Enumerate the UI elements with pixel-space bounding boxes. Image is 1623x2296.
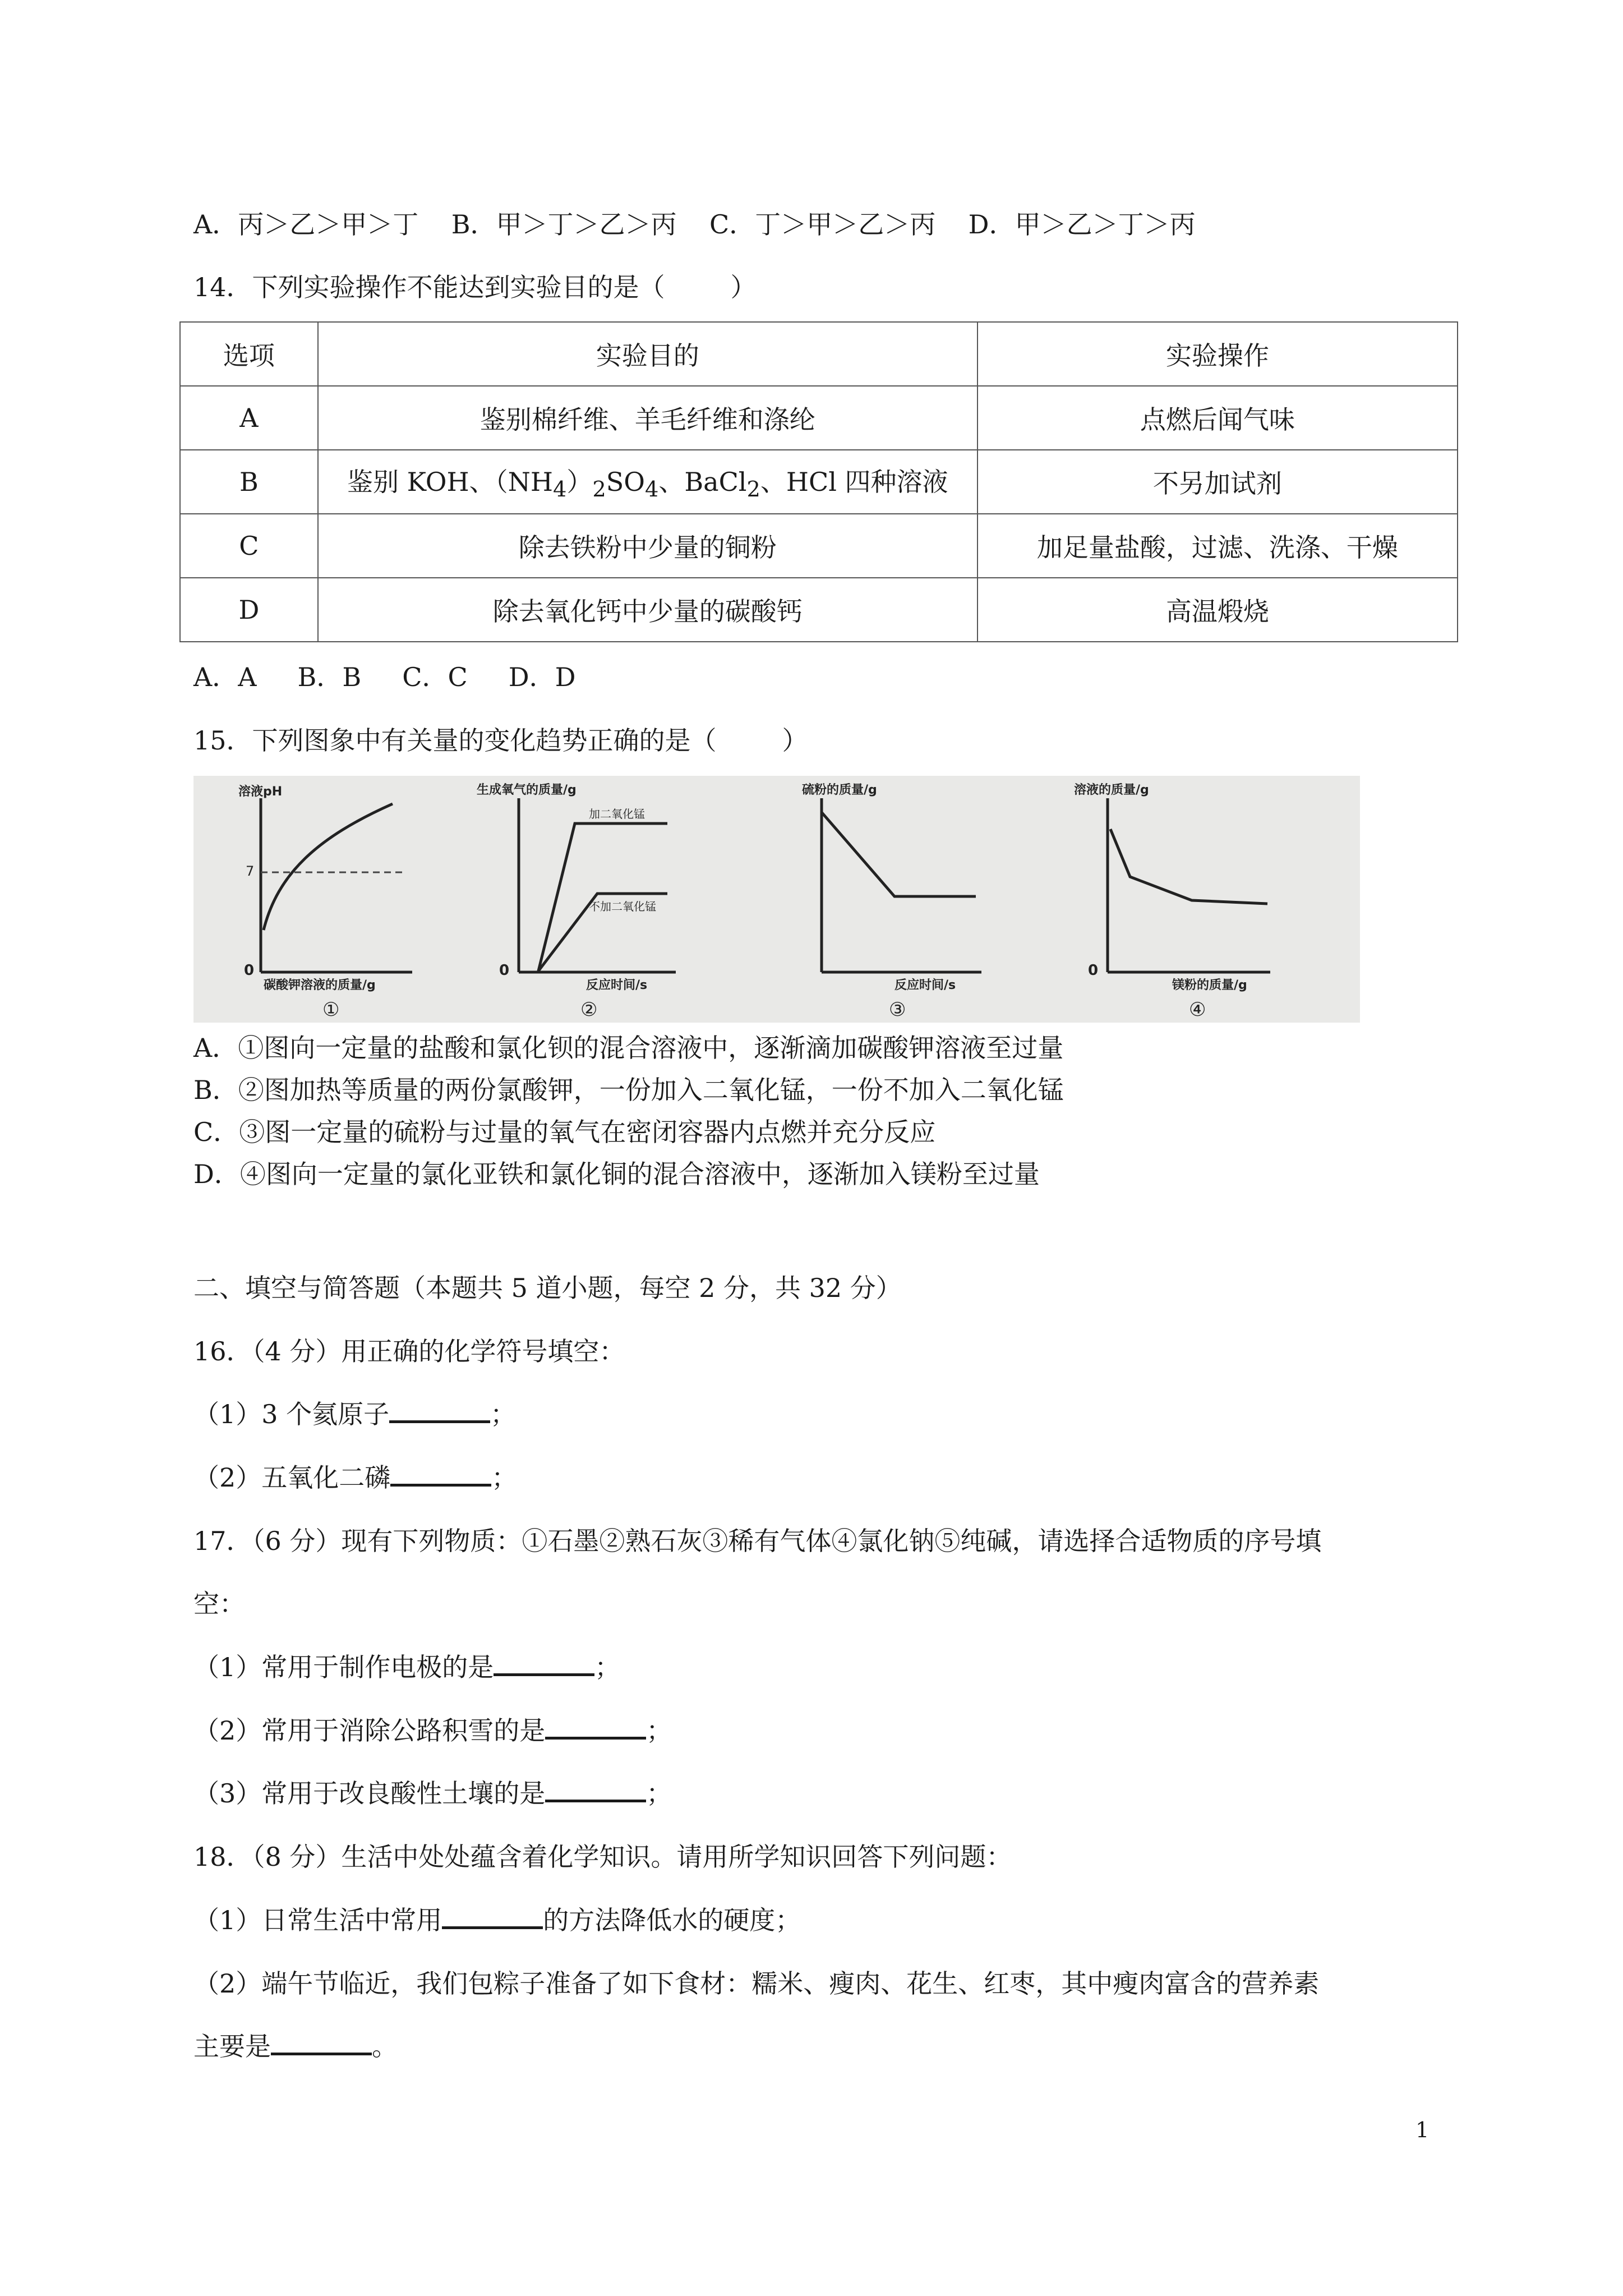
graph-2 [477,783,676,1021]
g4-xlabel: 镁粉的质量/g [1172,978,1247,992]
row-option: C [180,514,318,578]
answer-blank[interactable] [442,1904,543,1929]
q16-item-1: （1）3 个氦原子 ； [193,1399,517,1429]
graph-4 [1074,783,1270,1021]
g3-xlabel: 反应时间/s [895,978,956,992]
row-purpose: 除去铁粉中少量的铜粉 [318,514,978,578]
q16-stem: 16．（4 分）用正确的化学符号填空： [193,1336,625,1366]
q15-graphs-figure [193,776,1360,1023]
answer-blank[interactable] [271,2030,372,2055]
row-purpose: 鉴别棉纤维、羊毛纤维和涤纶 [318,386,978,450]
q18-item-2-line2: 主要是 。 [193,2031,398,2062]
table-row [180,578,1458,642]
g3-ylabel: 硫粉的质量/g [802,783,877,797]
g4-number: ④ [1189,999,1206,1021]
row-operation: 加足量盐酸，过滤、洗涤、干燥 [978,514,1458,578]
g1-xlabel: 碳酸钾溶液的质量/g [264,978,376,992]
page-number: 1 [1415,2118,1430,2142]
q13-options: A．丙＞乙＞甲＞丁 B．甲＞丁＞乙＞丙 C．丁＞甲＞乙＞丙 D．甲＞乙＞丁＞丙 [193,209,1196,240]
answer-blank[interactable] [545,1777,646,1802]
g4-zero: 0 [1088,962,1099,979]
g4-ylabel: 溶液的质量/g [1074,783,1149,797]
g1-number: ① [322,999,340,1021]
q18-stem: 18．（8 分）生活中处处蕴含着化学知识。请用所学知识回答下列问题： [193,1842,1012,1872]
q14-answers: A．A B．B C．C D．D [193,662,576,692]
row-purpose: 鉴别 KOH、$(NH_4)_2SO_4$、BaCl$_2$、HCl 四种溶液 [318,450,978,514]
q15-stem: 15．下列图象中有关量的变化趋势正确的是（ ） [193,725,808,756]
row-purpose: 除去氧化钙中少量的碳酸钙 [318,578,978,642]
g1-ylabel: 溶液pH [238,785,283,799]
g1-zero: 0 [244,962,255,979]
g3-number: ③ [889,999,906,1021]
header-operation: 实验操作 [978,322,1458,386]
table-row [180,386,1458,450]
table-row [180,450,1458,514]
graph-3 [802,783,981,1021]
g1-seven: 7 [246,863,255,879]
row-option: A [180,386,318,450]
table-row [180,514,1458,578]
row-option: D [180,578,318,642]
g2-curve1-label: 加二氧化锰 [589,807,645,821]
q15-option-a: A．①图向一定量的盐酸和氯化钡的混合溶液中，逐渐滴加碳酸钾溶液至过量 [193,1033,1064,1063]
row-option: B [180,450,318,514]
header-option: 选项 [180,322,318,386]
q15-option-d: D．④图向一定量的氯化亚铁和氯化铜的混合溶液中，逐渐加入镁粉至过量 [193,1159,1040,1189]
section2-title: 二、填空与简答题（本题共 5 道小题，每空 2 分，共 32 分） [193,1273,902,1303]
g2-xlabel: 反应时间/s [586,978,648,992]
g2-zero: 0 [499,962,510,979]
q14-table [179,321,1458,642]
answer-blank[interactable] [494,1651,594,1676]
header-purpose: 实验目的 [318,322,978,386]
q17-item-2: （2）常用于消除公路积雪的是 ； [193,1715,672,1746]
graph-1 [238,784,412,1021]
answer-blank[interactable] [389,1398,490,1423]
row-operation: 高温煅烧 [978,578,1458,642]
q15-option-b: B．②图加热等质量的两份氯酸钾，一份加入二氧化锰，一份不加入二氧化锰 [193,1075,1064,1105]
q17-stem-line2: 空： [193,1589,245,1619]
g2-curve2-label: 不加二氧化锰 [589,900,656,913]
q17-item-1: （1）常用于制作电极的是 ； [193,1652,621,1682]
row-operation: 点燃后闻气味 [978,386,1458,450]
q14-stem: 14．下列实验操作不能达到实验目的是（ ） [193,272,757,302]
row-operation: 不另加试剂 [978,450,1458,514]
q15-option-c: C．③图一定量的硫粉与过量的氧气在密闭容器内点燃并充分反应 [193,1117,936,1147]
q18-item-2-line1: （2）端午节临近，我们包粽子准备了如下食材：糯米、瘦肉、花生、红枣，其中瘦肉富含的营养素 [193,1968,1320,1999]
q17-item-3: （3）常用于改良酸性土壤的是 ； [193,1778,672,1809]
g2-number: ② [580,999,598,1021]
q17-stem-line1: 17．（6 分）现有下列物质：①石墨②熟石灰③稀有气体④氯化钠⑤纯碱，请选择合适物质的序号填 [193,1526,1322,1556]
table-header-row [180,322,1458,386]
q18-item-1: （1）日常生活中常用 的方法降低水的硬度； [193,1905,801,1935]
answer-blank[interactable] [390,1461,491,1487]
answer-blank[interactable] [545,1714,646,1740]
q16-item-2: （2）五氧化二磷 ； [193,1462,518,1493]
g2-ylabel: 生成氧气的质量/g [477,783,577,797]
